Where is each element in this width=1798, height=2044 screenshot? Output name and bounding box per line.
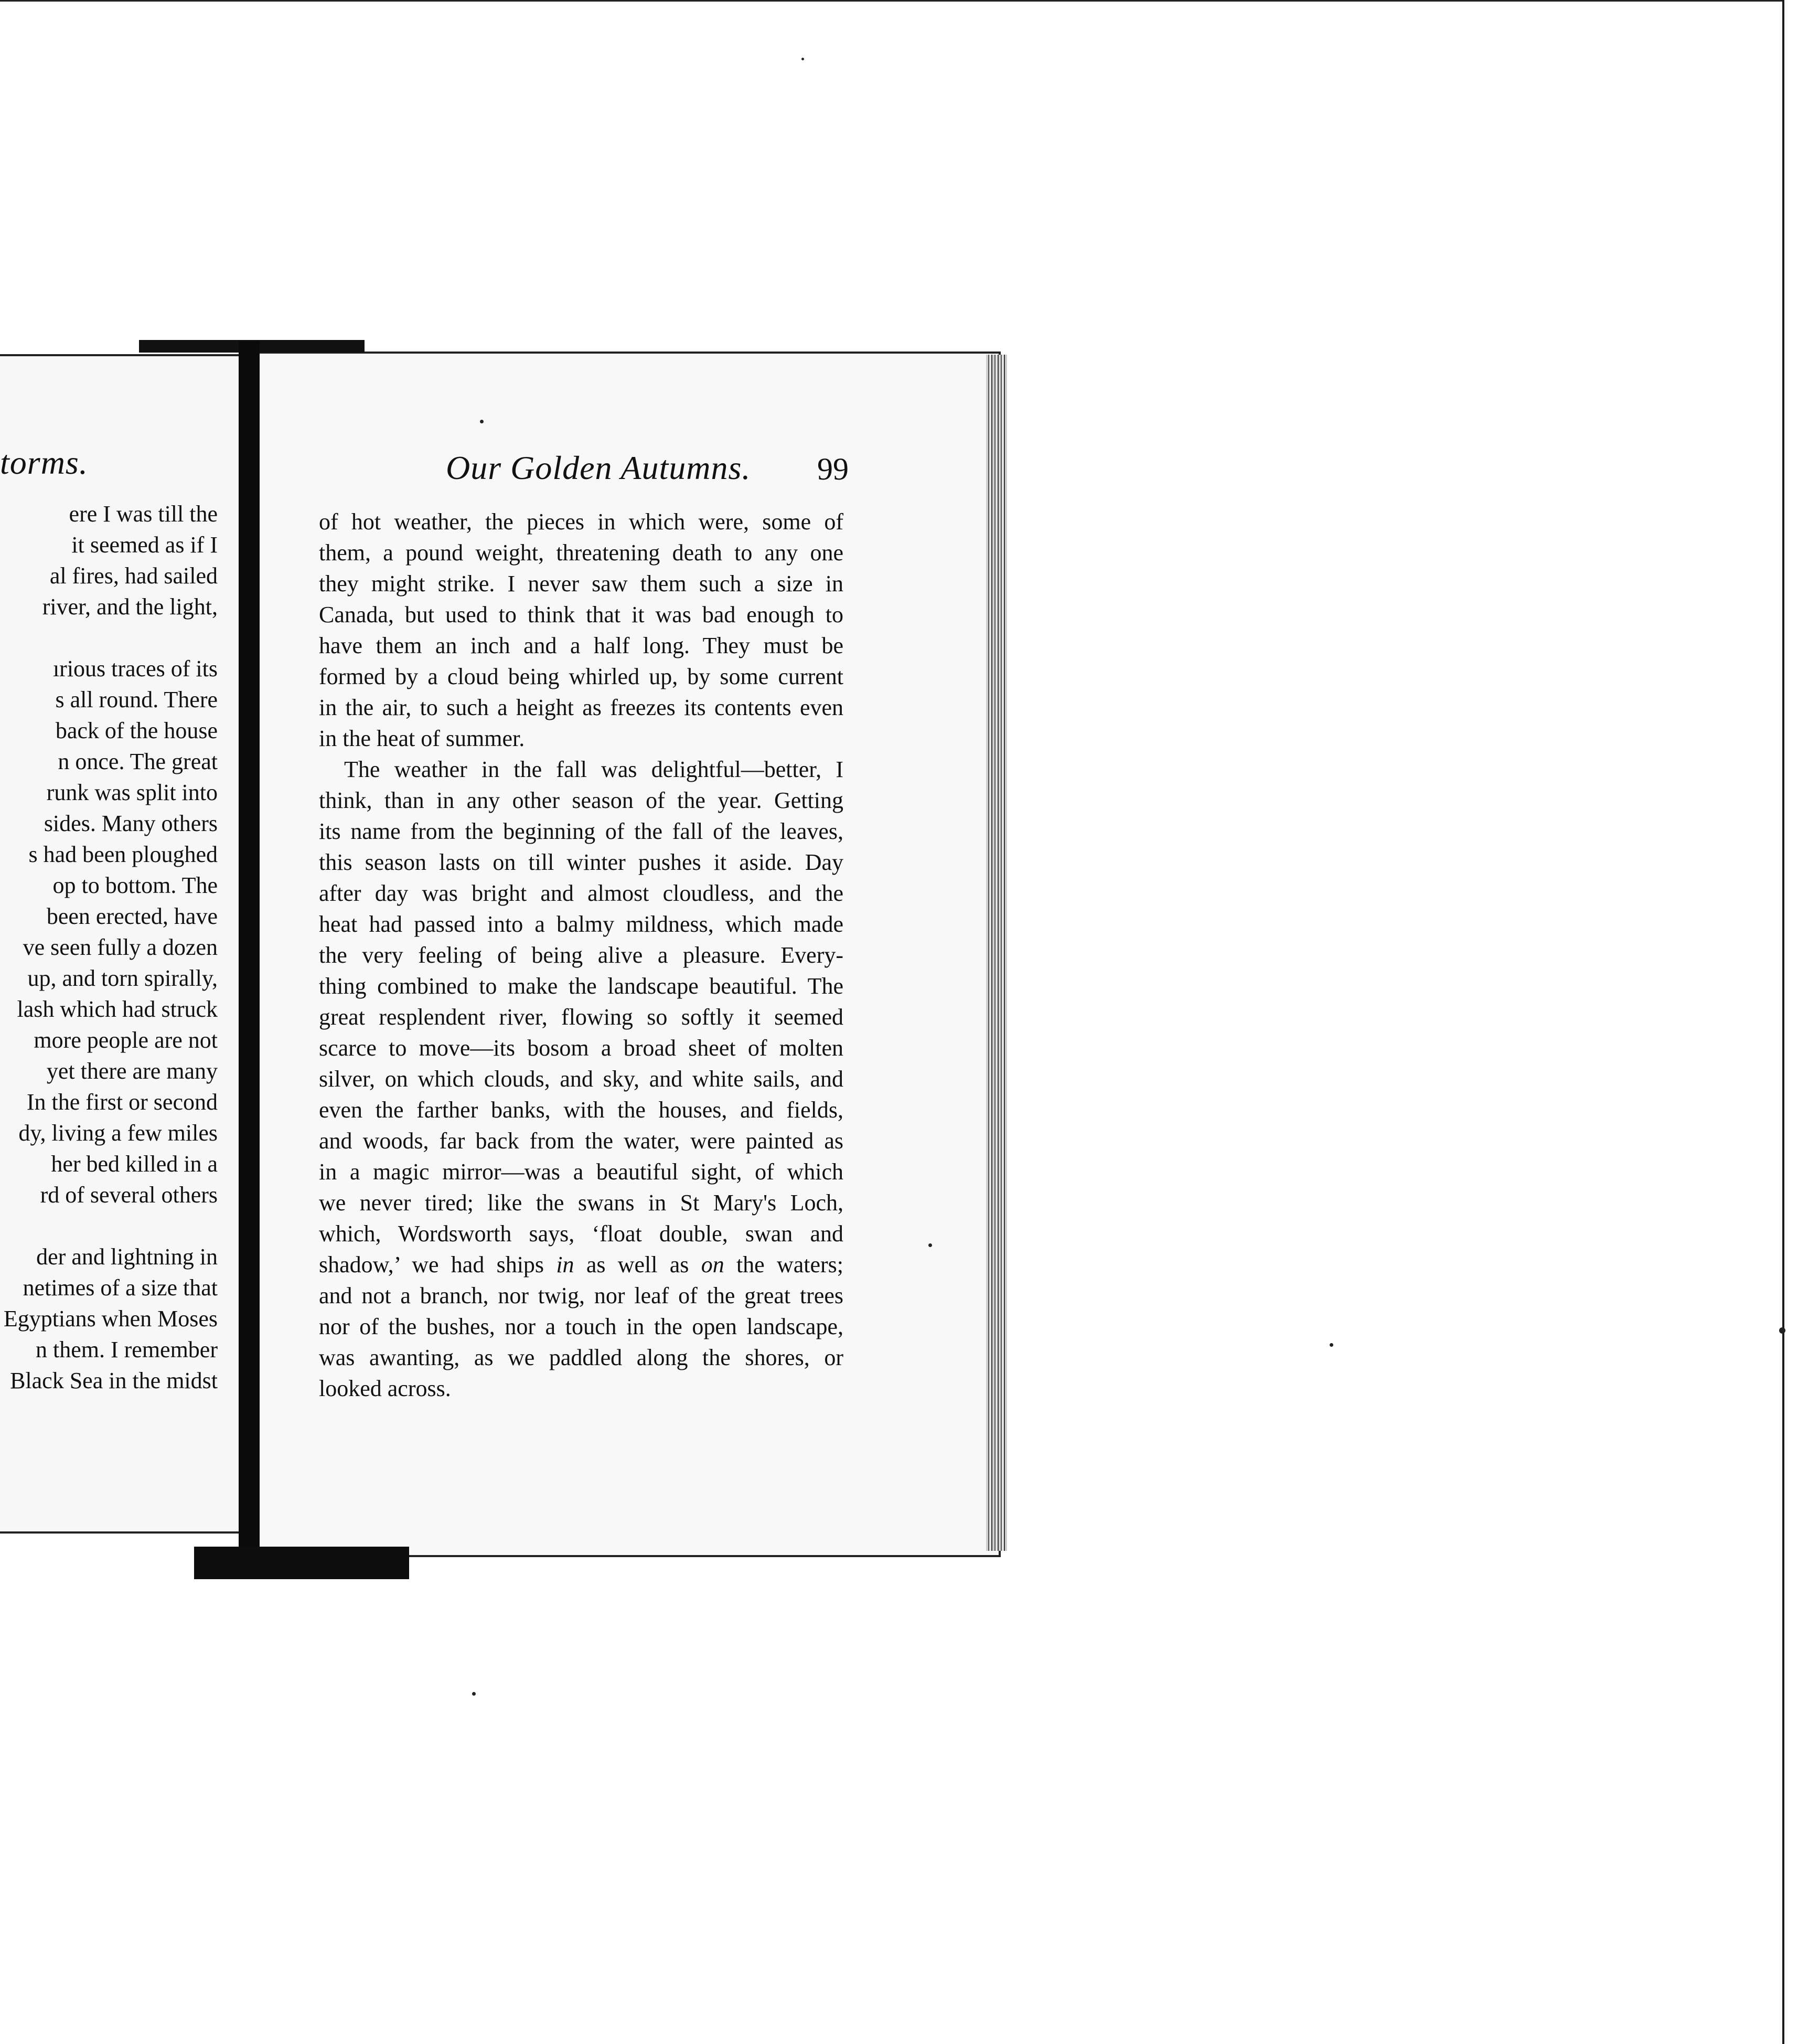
text-line: s all round. There (55, 687, 218, 712)
text-line: scarce to move—its bosom a broad sheet of molten (319, 1035, 843, 1061)
text-line: of hot weather, the pieces in which were, some of (319, 509, 843, 535)
text-line: runk was split into (46, 780, 218, 805)
text-line: heat had passed into a balmy mildness, which made (319, 911, 843, 937)
text-line: in the air, to such a height as freezes its contents even (319, 695, 843, 720)
text-line: Egyptians when Moses (3, 1306, 218, 1332)
dust-speck (480, 420, 484, 423)
page-stack-edge (986, 355, 1007, 1551)
right-page-text (319, 506, 843, 1404)
text-line: ve seen fully a dozen (23, 934, 218, 960)
text-line: n them. I remember (36, 1337, 218, 1362)
text-line: sides. Many others (44, 811, 218, 836)
text-line: formed by a cloud being whirled up, by some current (319, 664, 843, 689)
text-line: was awanting, as we paddled along the shores, or (319, 1345, 843, 1370)
text-line: them, a pound weight, threatening death to any one (319, 540, 843, 566)
scan-top-edge (0, 0, 1783, 2)
text-line: yet there are many (46, 1058, 218, 1084)
text-line: The weather in the fall was delightful—better, I (344, 757, 843, 782)
text-line: rd of several others (40, 1182, 218, 1208)
text-line: even the farther banks, with the houses, and fields, (319, 1097, 843, 1123)
text-line: dy, living a few miles (18, 1120, 218, 1146)
text-line: which, Wordsworth says, ‘float double, swan and (319, 1221, 843, 1247)
page-number: 99 (817, 452, 849, 486)
dust-speck (801, 58, 804, 60)
left-page-text (0, 498, 218, 1396)
scan-right-edge (1782, 0, 1784, 2044)
text-line: netimes of a size that (23, 1275, 218, 1301)
text-line: great resplendent river, flowing so softly it seemed (319, 1004, 843, 1030)
text-line: up, and torn spirally, (27, 965, 218, 991)
text-line-with-italics (319, 1249, 843, 1280)
left-running-head: torms. (0, 444, 88, 481)
text-line: silver, on which clouds, and sky, and white sails, and (319, 1066, 843, 1092)
text-line: lash which had struck (17, 996, 218, 1022)
text-line: looked across. (319, 1376, 451, 1401)
text-line: they might strike. I never saw them such a size in (319, 571, 843, 597)
text-line: op to bottom. The (52, 872, 218, 898)
text-line: back of the house (55, 718, 218, 743)
text-line: al fires, had sailed (49, 563, 218, 589)
text-line: in the heat of summer. (319, 726, 525, 751)
text-line: s had been ploughed (28, 842, 218, 867)
text-segment: shadow,’ we had ships (319, 1252, 544, 1278)
text-line: thing combined to make the landscape beautiful. The (319, 973, 843, 999)
text-line: der and lightning in (36, 1244, 218, 1270)
text-line: In the first or second (26, 1089, 218, 1115)
text-line: its name from the beginning of the fall of the leaves, (319, 818, 843, 844)
italic-word: on (701, 1252, 724, 1278)
text-line: in a magic mirror—was a beautiful sight, of which (319, 1159, 843, 1185)
dust-speck (928, 1243, 932, 1247)
text-line: Canada, but used to think that it was bad enough to (319, 602, 843, 627)
text-line: have them an inch and a half long. They must be (319, 633, 843, 658)
text-line: n once. The great (58, 749, 218, 774)
text-segment: the waters; (736, 1252, 844, 1278)
text-line: after day was bright and almost cloudless, and the (319, 880, 843, 906)
text-line: ere I was till the (69, 501, 218, 527)
paragraph-gap (0, 622, 218, 653)
dust-speck (1330, 1343, 1333, 1347)
book-gutter (239, 341, 260, 1548)
text-line: nor of the bushes, nor a touch in the open landscape, (319, 1314, 843, 1339)
text-line: river, and the light, (42, 594, 218, 620)
text-line: think, than in any other season of the year. Getting (319, 787, 843, 813)
text-line: the very feeling of being alive a pleasure. Every- (319, 942, 843, 968)
text-line: been erected, have (46, 903, 218, 929)
dust-speck (1779, 1327, 1785, 1334)
dust-speck (472, 1692, 476, 1696)
text-line: her bed killed in a (51, 1151, 218, 1177)
binding-bottom-tab (194, 1547, 409, 1579)
text-line: this season lasts on till winter pushes it aside. Day (319, 849, 843, 875)
text-line: more people are not (34, 1027, 218, 1053)
text-line: ırious traces of its (52, 656, 218, 682)
text-line: Black Sea in the midst (10, 1368, 218, 1393)
text-line: we never tired; like the swans in St Mary's Loch, (319, 1190, 843, 1216)
text-segment: as well as (586, 1252, 689, 1278)
italic-word: in (556, 1252, 574, 1278)
text-line: and woods, far back from the water, were painted as (319, 1128, 843, 1154)
right-running-head: Our Golden Autumns. (446, 449, 751, 486)
paragraph-gap (0, 1210, 218, 1241)
text-line: and not a branch, nor twig, nor leaf of the great trees (319, 1283, 843, 1308)
text-line: it seemed as if I (71, 532, 218, 558)
